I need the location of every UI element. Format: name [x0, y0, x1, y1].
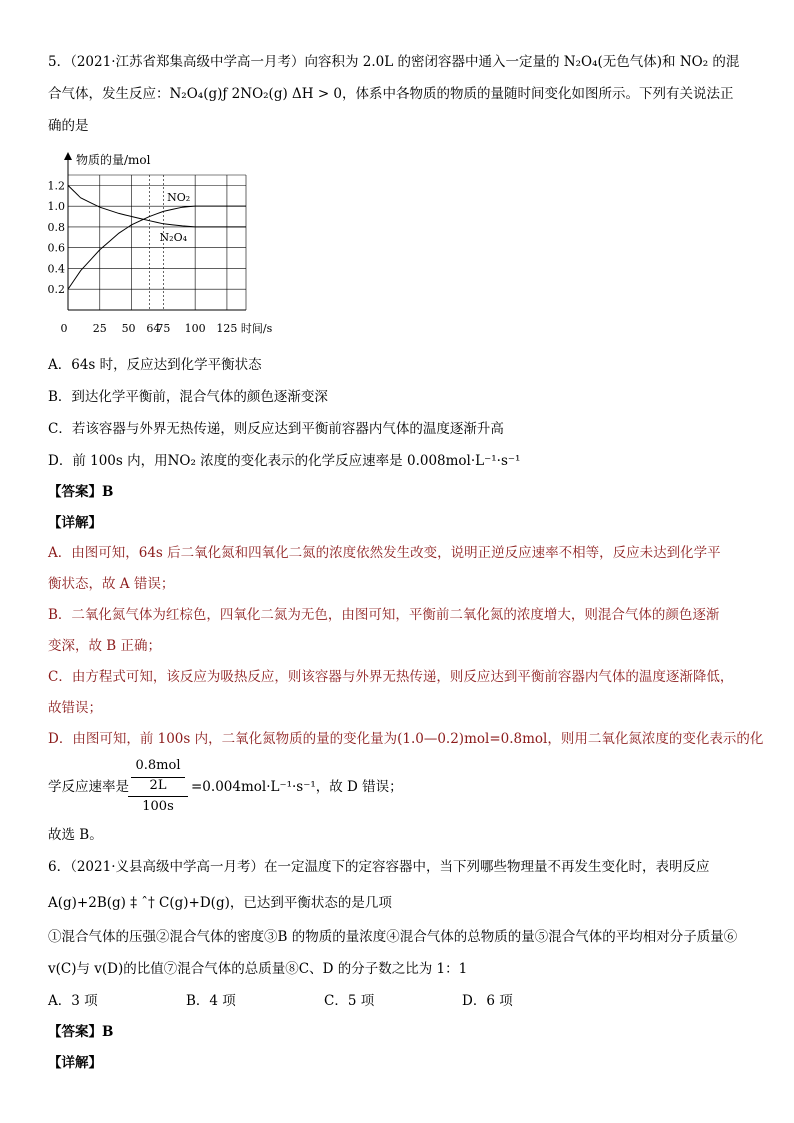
q5-conclusion: 故选 B。 — [48, 827, 103, 843]
origin-label: 0 — [60, 322, 68, 335]
q6-stem-line2: A(g)+2B(g) ‡ ˆ† C(g)+D(g)，已达到平衡状态的是几项 — [48, 895, 392, 911]
q5-option-b: B．到达化学平衡前，混合气体的颜色逐渐变深 — [48, 389, 328, 405]
q6-stem-line1: 6．（2021·义县高级中学高一月考）在一定温度下的定容容器中，当下列哪些物理量不再发生变化时，表明反应 — [48, 859, 710, 875]
y-tick-1.2: 1.2 — [48, 179, 65, 193]
y-tick-1.0: 1.0 — [48, 200, 65, 214]
q6-option-d: D．6 项 — [462, 993, 513, 1009]
q5-detail-label: 【详解】 — [48, 515, 102, 531]
y-tick-0.6: 0.6 — [48, 241, 65, 255]
x-tick-25: 25 — [92, 322, 107, 335]
q5-detail-c1: C．由方程式可知，该反应为吸热反应，则该容器与外界无热传递，则反应达到平衡前容器内气体的温度逐渐降低， — [48, 669, 734, 685]
q5-stem-line2: 合气体，发生反应：N₂O₄(g)ƒ 2NO₂(g) ΔH > 0，体系中各物质的物质的量随时间变化如图所示。下列有关说法正 — [48, 86, 734, 102]
q6-option-b: B．4 项 — [186, 993, 236, 1009]
x-tick-64: 64 — [146, 322, 161, 335]
x-tick-125: 125 — [216, 322, 238, 335]
series-label-no2: NO₂ — [167, 191, 191, 205]
series-label-n2o4: N₂O₄ — [159, 230, 188, 244]
frac-numerator: 0.8mol — [135, 758, 181, 773]
frac-middle: 2L — [149, 778, 167, 793]
q5-option-c: C．若该容器与外界无热传递，则反应达到平衡前容器内气体的温度逐渐升高 — [48, 421, 504, 437]
q6-option-c: C．5 项 — [324, 993, 375, 1009]
q5-detail-d1: D．由图可知，前 100s 内，二氧化氮物质的量的变化量为(1.0—0.2)mol=0.8mol，则用二氧化氮浓度的变化表示的化 — [48, 731, 764, 747]
y-axis-arrow — [64, 152, 72, 160]
q5-detail-a2: 衡状态，故 A 错误； — [48, 576, 175, 592]
frac-bar-main — [128, 796, 188, 797]
rate-result: =0.004mol·L⁻¹·s⁻¹，故 D 错误； — [191, 779, 403, 795]
q5-detail-b1: B．二氧化氮气体为红棕色，四氧化二氮为无色，由图可知，平衡前二氧化氮的浓度增大，则混合气体的颜色逐渐 — [48, 607, 720, 623]
y-axis-label: 物质的量/mol — [76, 153, 151, 167]
q5-detail-a1: A．由图可知，64s 后二氧化氮和四氧化二氮的浓度依然发生改变，说明正逆反应速率不相等，反应未达到化学平 — [48, 545, 721, 561]
y-tick-0.8: 0.8 — [48, 220, 65, 234]
q6-answer: 【答案】B — [48, 1024, 114, 1040]
q6-stem-line4: v(C)与 v(D)的比值⑦混合气体的总质量⑧C、D 的分子数之比为 1：1 — [48, 961, 468, 977]
x-axis-label: 时间/s — [240, 322, 273, 335]
q5-detail-c2: 故错误； — [48, 700, 102, 716]
frac-denominator: 100s — [142, 799, 174, 814]
q5-chart — [48, 150, 288, 340]
x-tick-100: 100 — [184, 322, 206, 335]
q5-stem-line3: 确的是 — [48, 118, 89, 134]
q6-detail-label: 【详解】 — [48, 1055, 102, 1071]
rate-prefix: 学反应速率是 — [48, 779, 129, 795]
x-tick-50: 50 — [121, 322, 136, 335]
y-tick-0.2: 0.2 — [48, 283, 65, 297]
y-tick-0.4: 0.4 — [48, 262, 65, 276]
q5-detail-b2: 变深，故 B 正确； — [48, 638, 162, 654]
q6-stem-line3: ①混合气体的压强②混合气体的密度③B 的物质的量浓度④混合气体的总物质的量⑤混合气体的平均相对分子质量⑥ — [48, 929, 738, 945]
x-tick-75: 75 — [156, 322, 171, 335]
q5-option-d: D．前 100s 内，用NO₂ 浓度的变化表示的化学反应速率是 0.008mol·L⁻¹·s⁻¹ — [48, 453, 521, 469]
q5-answer: 【答案】B — [48, 484, 114, 500]
q5-option-a: A．64s 时，反应达到化学平衡状态 — [48, 357, 262, 373]
q5-stem-line1: 5．（2021·江苏省郑集高级中学高一月考）向容积为 2.0L 的密闭容器中通入一定量的 N₂O₄(无色气体)和 NO₂ 的混 — [48, 54, 740, 70]
q6-option-a: A．3 项 — [48, 993, 98, 1009]
